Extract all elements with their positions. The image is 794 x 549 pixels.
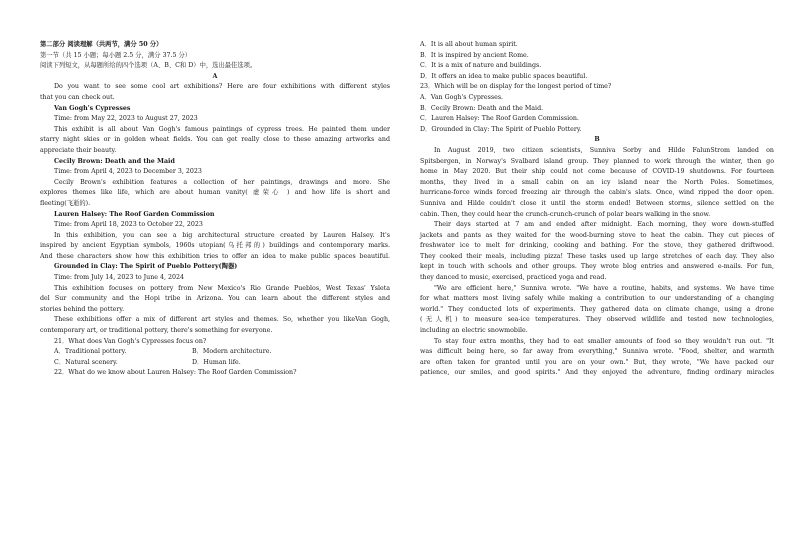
right-column xyxy=(420,40,774,379)
paragraph-line: freshwater ice to melt for drinking, cooking and bathing. For the stove, they gathered driftwood. xyxy=(420,242,774,250)
exhibition-body-line: appreciate their beauty. xyxy=(40,146,117,154)
paragraph-line: "We are efficient here," Sunniva wrote. "We have a routine, habits, and systems. We have time xyxy=(434,284,774,292)
paragraph-line: (无人机) to measure sea-ice temperatures. They observed wildlife and tested new technologies, xyxy=(420,316,774,324)
instruction: 阅读下列短文，从每题所给的四个选项（A、B、C和 D）中，选出最佳选项。 xyxy=(40,62,257,70)
exhibition-body-line: This exhibit is all about Van Gogh's famous paintings of cypress trees. He painted them under xyxy=(54,125,390,133)
passage-label-b: B xyxy=(594,136,600,144)
paragraph-line: hurricane-force winds forced freezing air through the cabin's slats. Once, wind ripped the door open. xyxy=(420,189,774,197)
paragraph-line: In August 2019, two citizen scientists, Sunniva Sorby and Hilde FalunStrom landed on xyxy=(434,146,774,154)
exhibition-body-line: explores themes like life, which are about human vanity( 虚荣心 ) and how life is short and xyxy=(40,189,390,197)
option-c[interactable]: C．It is a mix of nature and buildings. xyxy=(420,62,542,70)
exhibition-body-line: inspired by ancient Egyptian symbols, 1960s utopian(乌托邦的) buildings and contemporary marks. xyxy=(40,242,390,250)
paragraph-line: Sunniva and Hilde couldn't close it until the storm ended! Between storms, silence settled on the xyxy=(420,199,774,207)
exhibition-body-line: Cecily Brown's exhibition features a collection of her paintings, drawings and more. She xyxy=(54,178,390,186)
paragraph-line: They cooked their meals, including pizza! These tasks used up large stretches of each day. They also xyxy=(420,252,774,260)
exhibition-title: Van Gogh's Cypresses xyxy=(54,104,131,112)
intro-line: that you can check out. xyxy=(40,93,115,101)
question-21: 21．What does Van Gogh's Cypresses focus on? xyxy=(54,337,207,345)
exhibition-time: Time: from July 14, 2023 to June 4, 2024 xyxy=(54,274,185,282)
exhibition-body-line: fleeting(飞逝的). xyxy=(40,199,91,207)
paragraph-line: are often taken for granted until you are on your own." But, they wrote, "We have packed our xyxy=(420,358,774,366)
closing-line: These exhibitions offer a mix of different art styles and themes. So, whether you likeVan Gogh, xyxy=(54,316,390,324)
question-21-options-row xyxy=(40,347,390,358)
exhibition-time: Time: from April 18, 2023 to October 22, 2023 xyxy=(54,221,203,229)
option-d[interactable]: D．Grounded in Clay: The Spirit of Pueblo Pottery. xyxy=(420,125,582,133)
option-a[interactable]: A．Traditional pottery. xyxy=(54,348,127,356)
option-a[interactable]: A．Van Gogh's Cypresses. xyxy=(420,93,504,101)
paragraph-line: Spitsbergen, in Norway's Svalbard island group. They planned to work through the winter, then go xyxy=(420,157,774,165)
paragraph-line: was difficult being here, so far away from everything," Sunniva wrote. "Food, shelter, and warmth xyxy=(420,348,774,356)
left-column xyxy=(40,40,390,379)
intro-line: Do you want to see some cool art exhibitions? Here are four exhibitions with different styles xyxy=(54,83,390,91)
option-b[interactable]: B．Cecily Brown: Death and the Maid. xyxy=(420,104,544,112)
paragraph-line: world." They conducted lots of experiments. They gathered data on climate change, using a drone xyxy=(420,305,774,313)
exhibition-body-line: stories behind the pottery. xyxy=(40,305,125,313)
exhibition-time: Time: from May 22, 2023 to August 27, 2023 xyxy=(54,115,198,123)
exhibition-time: Time: from April 4, 2023 to December 3, 2023 xyxy=(54,168,202,176)
exhibition-body-line: del Sur community and the Hopi tribe in Arizona. You can learn about the different styles and xyxy=(40,295,390,303)
exhibition-body-line: And these characters show how this exhibition tries to offer an idea to make public spaces beautiful. xyxy=(40,252,390,260)
paragraph-line: patience, our smiles, and good spirits." And they enjoyed the adventure, finding ordinary miracles xyxy=(420,369,774,377)
paragraph-line: they danced to music, exercised, practiced yoga and read. xyxy=(420,274,607,282)
exhibition-body-line: starry night skies or in golden wheat fields. You can get really close to these amazing artworks and xyxy=(40,136,390,144)
paragraph-line: home in May 2020. But their ship could not come because of COVID-19 shutdowns. For fourteen xyxy=(420,168,774,176)
paragraph-line: kept in touch with schools and other groups. They wrote blog entries and answered e-mails. For fun, xyxy=(420,263,774,271)
option-b[interactable]: B．It is inspired by ancient Rome. xyxy=(420,51,529,59)
section-note: 第一节（共 15 小题；每小题 2.5 分，满分 37.5 分） xyxy=(40,51,192,59)
section-header: 第二部分 阅读理解（共两节，满分 50 分） xyxy=(40,41,163,48)
paragraph-line: Their days started at 7 am and ended after midnight. Each morning, they wore down-stuffed xyxy=(434,221,774,229)
option-a[interactable]: A．It is all about human spirit. xyxy=(420,41,518,48)
option-c[interactable]: C．Natural scenery. xyxy=(54,358,118,366)
question-23: 23．Which will be on display for the longest period of time? xyxy=(420,83,612,91)
passage-label-a: A xyxy=(212,72,218,80)
paragraph-line: To stay four extra months, they had to eat smaller amounts of food so they wouldn't run out. "It xyxy=(434,337,774,345)
exhibition-title: Grounded in Clay: The Spirit of Pueblo Pottery(陶器) xyxy=(54,263,238,271)
question-22: 22．What do we know about Lauren Halsey: The Roof Garden Commission? xyxy=(54,369,297,377)
paragraph-line: jackets and pants as they waited for the wood-burning stove to heat the cabin. They cut pieces of xyxy=(420,231,774,239)
exhibition-title: Lauren Halsey: The Roof Garden Commission xyxy=(54,210,215,218)
closing-line: contemporary art, or traditional pottery, there's something for everyone. xyxy=(40,327,273,335)
option-d[interactable]: D．It offers an idea to make public spaces beautiful. xyxy=(420,72,588,80)
paragraph-line: for what matters most living safely while making a contribution to our understanding of a changing xyxy=(420,295,774,303)
paragraph-line: cabin. Then, they could hear the crunch-crunch-crunch of polar bears walking in the snow. xyxy=(420,210,711,218)
question-21-options-row xyxy=(40,358,390,369)
paragraph-line: months, they lived in a small cabin on an icy island near the North Poles. Sometimes, xyxy=(420,178,774,186)
option-d[interactable]: D．Human life. xyxy=(192,358,241,366)
option-b[interactable]: B．Modern architecture. xyxy=(192,348,272,356)
option-c[interactable]: C．Lauren Halsey: The Roof Garden Commission. xyxy=(420,115,579,123)
paragraph-line: including an electric snowmobile. xyxy=(420,327,528,335)
exhibition-body-line: In this exhibition, you can see a big architectural structure created by Lauren Halsey. It's xyxy=(54,231,390,239)
exhibition-body-line: This exhibition focuses on pottery from New Mexico's Rio Grande Pueblos, West Texas' Ysleta xyxy=(54,284,390,292)
exhibition-title: Cecily Brown: Death and the Maid xyxy=(54,157,175,165)
